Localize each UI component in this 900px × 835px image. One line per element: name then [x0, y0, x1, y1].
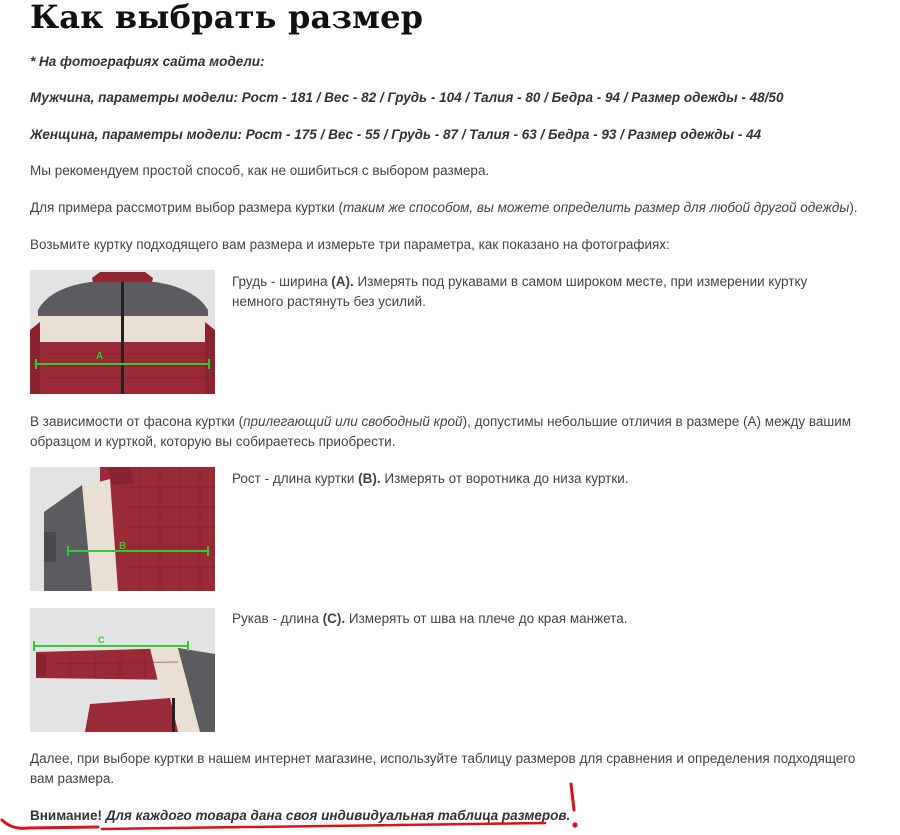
attention-label: Внимание! [30, 808, 102, 823]
chest-text: Измерять под рукавами в самом широком месте, при измерении куртку немного растянуть без усилий. [232, 274, 808, 309]
example-text-before: Для примера рассмотрим выбор размера куртки ( [30, 200, 343, 215]
attention-note [30, 806, 570, 826]
male-model-params: Мужчина, параметры модели: Рост - 181 / Вес - 82 / Грудь - 104 / Талия - 80 / Бедра - 94 / Размер одежды - 48/50 [30, 90, 784, 105]
recommend-text: Мы рекомендуем простой способ, как не ошибиться с выбором размера. [30, 163, 490, 178]
fit-note [30, 412, 860, 452]
marker-c: C [98, 635, 105, 645]
chest-label: Грудь - ширина [232, 274, 332, 289]
models-note: * На фотографиях сайта модели: [30, 54, 265, 69]
fit-note-italic: прилегающий или свободный крой [243, 414, 463, 429]
example-text [30, 198, 858, 218]
fit-note-before: В зависимости от фасона куртки ( [30, 414, 244, 429]
sleeve-measure-photo [30, 608, 215, 732]
example-text-italic: таким же способом, вы можете определить размер для любой другой одежды [343, 200, 850, 215]
sleeve-text: Измерять от шва на плече до края манжета. [345, 611, 628, 626]
height-label: Рост - длина куртки [232, 471, 359, 486]
fit-note-after: ), допустимы небольшие отличия в размере (A) между вашим образцом и курткой, которую вы собираетесь приобрести. [30, 414, 852, 449]
chest-description [232, 272, 852, 312]
sleeve-label: Рукав - длина [232, 611, 323, 626]
height-measure-photo [30, 467, 215, 591]
chest-measure-photo [30, 270, 215, 394]
red-exclamation-dot [572, 822, 577, 827]
female-model-params: Женщина, параметры модели: Рост - 175 / Вес - 55 / Грудь - 87 / Талия - 63 / Бедра - 93 / Размер одежды - 44 [30, 127, 762, 142]
page-title: Как выбрать размер [30, 0, 424, 36]
marker-a: A [96, 351, 104, 362]
chest-label-letter: (A). [331, 274, 354, 289]
marker-b: B [119, 541, 127, 552]
height-label-letter: (B). [358, 471, 381, 486]
sleeve-label-letter: (C). [322, 611, 346, 626]
example-text-after: ). [849, 200, 858, 215]
height-text: Измерять от воротника до низа куртки. [380, 471, 629, 486]
attention-text: Для каждого товара дана своя индивидуальная таблица размеров. [101, 808, 571, 823]
next-step-text: Далее, при выборе куртки в нашем интернет магазине, используйте таблицу размеров для сравнения и определения подходящего вам размера. [30, 751, 856, 786]
height-description [232, 469, 852, 489]
take-jacket-text: Возьмите куртку подходящего вам размера и измерьте три параметра, как показано на фотографиях: [30, 237, 670, 252]
sleeve-description [232, 609, 852, 629]
